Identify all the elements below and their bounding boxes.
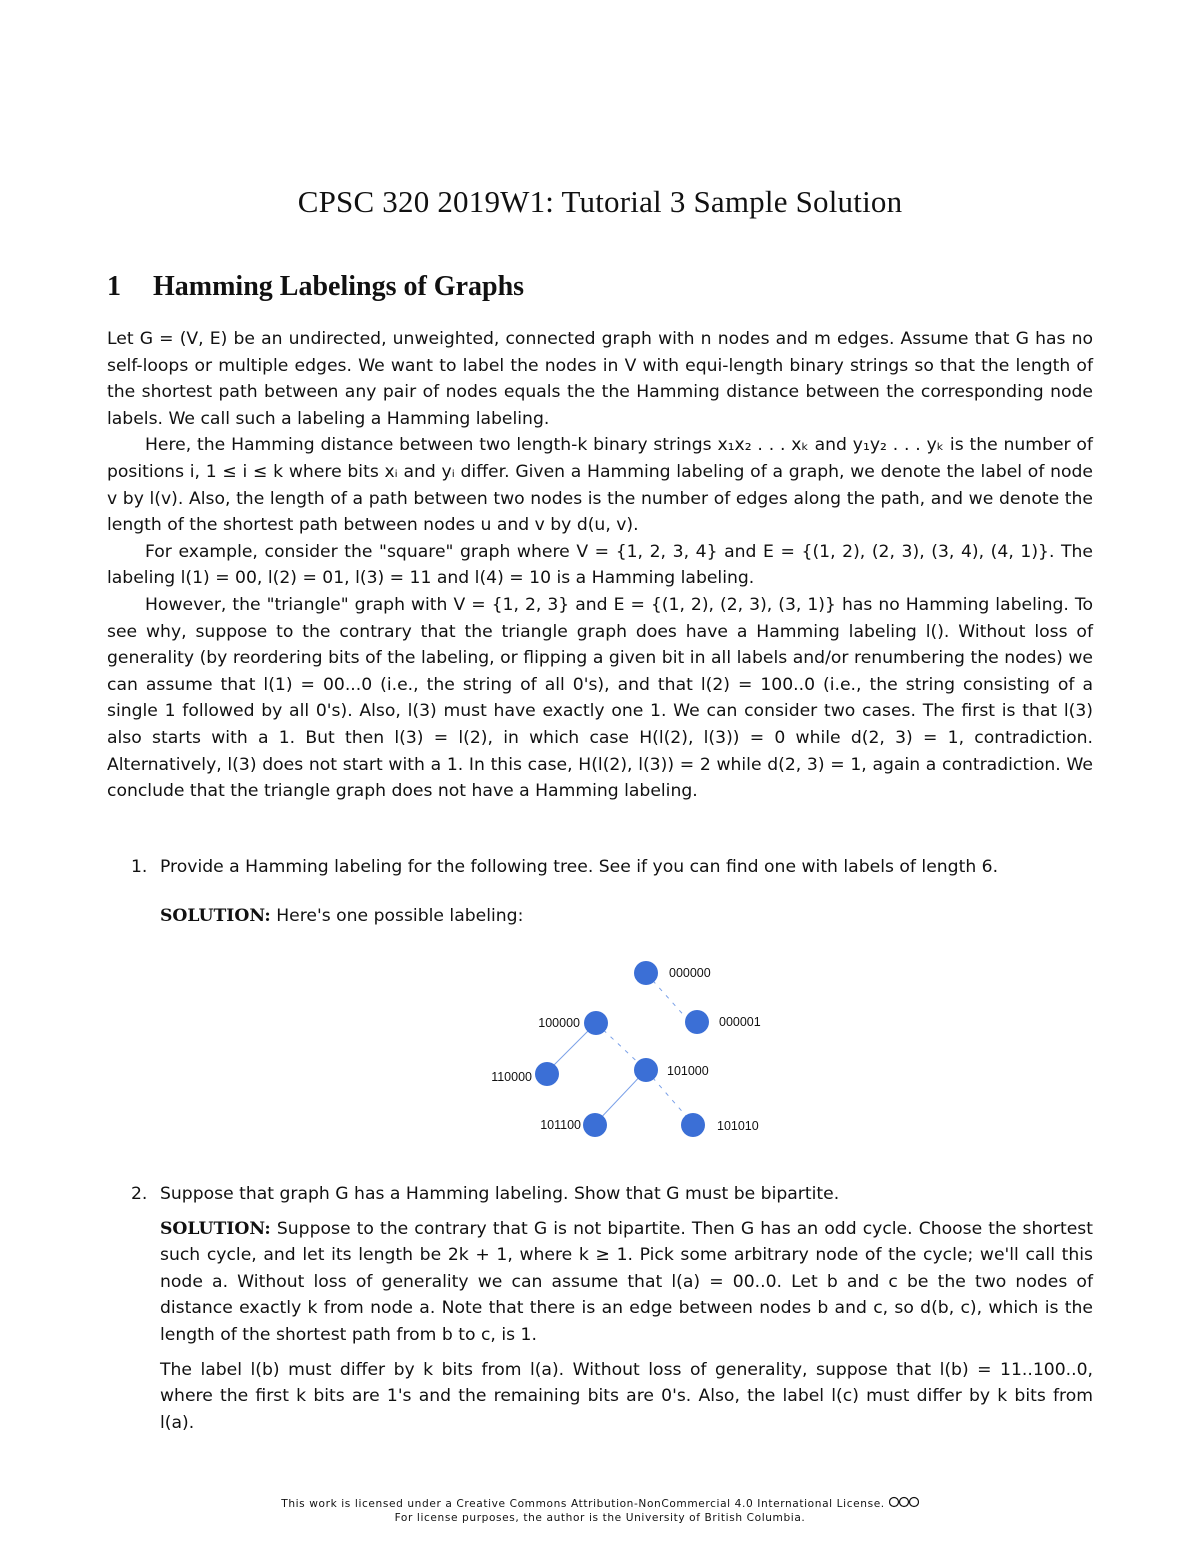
question-1 bbox=[107, 854, 1093, 929]
solution-label: SOLUTION: bbox=[160, 905, 271, 926]
tree-node bbox=[535, 1062, 559, 1086]
paragraph: Let G = (V, E) be an undirected, unweighted, connected graph with n nodes and m edges. Assume that G has no self-loops or multiple edges. We want to label the nodes in V with equi-length binary strings so that the length of the shortest path between any pair of nodes equals the the Hamming distance between the corresponding node labels. We call such a labeling a Hamming labeling. bbox=[107, 329, 1093, 429]
section-title: Hamming Labelings of Graphs bbox=[153, 271, 525, 302]
tree-node bbox=[584, 1011, 608, 1035]
tree-labels bbox=[491, 966, 761, 1133]
section-number: 1 bbox=[107, 271, 121, 302]
tree-node bbox=[583, 1113, 607, 1137]
solution-text: Here's one possible labeling: bbox=[276, 905, 524, 926]
node-label: 000000 bbox=[669, 966, 711, 980]
node-label: 100000 bbox=[538, 1016, 580, 1030]
tree-node bbox=[634, 1058, 658, 1082]
question-2 bbox=[107, 1181, 1093, 1436]
page-title: CPSC 320 2019W1: Tutorial 3 Sample Solution bbox=[297, 184, 903, 219]
node-label: 110000 bbox=[491, 1070, 532, 1084]
solution-label: SOLUTION: bbox=[160, 1218, 271, 1239]
license-text: This work is licensed under a Creative Commons Attribution-NonCommercial 4.0 International License. bbox=[281, 1498, 885, 1510]
license-line-2: For license purposes, the author is the University of British Columbia. bbox=[394, 1512, 806, 1524]
node-label: 101100 bbox=[540, 1118, 581, 1132]
question-text: Provide a Hamming labeling for the following tree. See if you can find one with labels of length 6. bbox=[160, 857, 999, 877]
tree-nodes bbox=[535, 961, 709, 1137]
paragraph: Here, the Hamming distance between two length-k binary strings x₁x₂ . . . xₖ and y₁y₂ . . . yₖ is the number of positions i, 1 ≤ i ≤ k where bits xᵢ and yᵢ differ. Given a Hamming labeling of a graph, we denote the label of node v by l(v). Also, the length of a path between two nodes is the number of edges along the path, and we denote the length of the shortest path between nodes u and v by d(u, v). bbox=[107, 435, 1093, 536]
tree-node bbox=[634, 961, 658, 985]
tree-diagram bbox=[470, 950, 790, 1150]
tree-node bbox=[685, 1010, 709, 1034]
solution-paragraph bbox=[160, 1216, 1093, 1349]
solution-continuation: The label l(b) must differ by k bits from l(a). Without loss of generality, suppose that l(b) = 11..100..0, where the first k bits are 1's and the remaining bits are 0's. Also, the label l(c) must differ by k bits from l(a). bbox=[160, 1359, 1093, 1433]
solution-text: Suppose to the contrary that G is not bipartite. Then G has an odd cycle. Choose the shortest such cycle, and let its length be 2k + 1, where k ≥ 1. Pick some arbitrary node of the cycle; we'll call this node a. Without loss of generality we can assume that l(a) = 00..0. Let b and c be the two nodes of distance exactly k from node a. Note that there is an edge between nodes b and c, so d(b, c), which is the length of the shortest path from b to c, is 1. bbox=[160, 1218, 1093, 1345]
node-label: 101000 bbox=[667, 1064, 709, 1078]
list-marker: 1. bbox=[131, 857, 148, 877]
node-label: 101010 bbox=[717, 1119, 759, 1133]
intro-text bbox=[107, 326, 1093, 805]
section-heading bbox=[107, 271, 524, 303]
solution-paragraph bbox=[160, 903, 1093, 930]
list-marker: 2. bbox=[131, 1184, 148, 1204]
license-line-1 bbox=[0, 1496, 1200, 1511]
tree-node bbox=[681, 1113, 705, 1137]
tree-edges bbox=[547, 973, 693, 1124]
question-text: Suppose that graph G has a Hamming labeling. Show that G must be bipartite. bbox=[160, 1184, 840, 1204]
paragraph: For example, consider the "square" graph where V = {1, 2, 3, 4} and E = {(1, 2), (2, 3), (3, 4), (4, 1)}. The labeling l(1) = 00, l(2) = 01, l(3) = 11 and l(4) = 10 is a Hamming labeling. bbox=[107, 541, 1093, 589]
paragraph: However, the "triangle" graph with V = {1, 2, 3} and E = {(1, 2), (2, 3), (3, 1)} has no Hamming labeling. To see why, suppose to the contrary that the triangle graph does have a Hamming labeling l(). Without loss of generality (by reordering bits of the labeling, or flipping a given bit in all labels and/or renumbering the nodes) we can assume that l(1) = 00...0 (i.e., the string of all 0's), and that l(2) = 100..0 (i.e., the string consisting of a single 1 followed by all 0's). Also, l(3) must have exactly one 1. We can consider two cases. The first is that l(3) also starts with a 1. But then l(3) = l(2), in which case H(l(2), l(3)) = 0 while d(2, 3) = 1, contradiction. Alternatively, l(3) does not start with a 1. In this case, H(l(2), l(3)) = 2 while d(2, 3) = 1, again a contradiction. We conclude that the triangle graph does not have a Hamming labeling. bbox=[107, 594, 1093, 802]
node-label: 000001 bbox=[719, 1015, 761, 1029]
license-footer bbox=[0, 1496, 1200, 1525]
creative-commons-icon bbox=[889, 1496, 919, 1508]
